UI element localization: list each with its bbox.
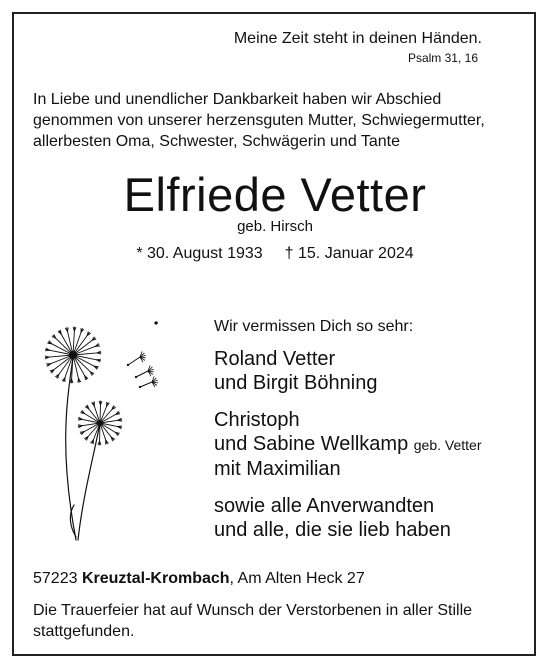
mourner-line [214, 432, 481, 457]
mourner-group [214, 494, 451, 542]
mourner-line: und Birgit Böhning [214, 372, 378, 394]
mourner-line: Roland Vetter [214, 348, 336, 370]
birth-date: * 30. August 1933 [136, 245, 263, 262]
funeral-note [33, 600, 523, 642]
deceased-name: Elfriede Vetter [123, 168, 427, 221]
mourner-birth-note: geb. Vetter [413, 437, 482, 453]
intro-line: genommen von unserer herzensguten Mutter, Schwiegermutter, [33, 112, 485, 129]
mourners-heading: Wir vermissen Dich so sehr: [214, 318, 414, 335]
mourner-line: mit Maximilian [214, 458, 341, 480]
motto-text: Meine Zeit steht in deinen Händen. [233, 30, 482, 47]
mourner-line: und alle, die sie lieb haben [214, 519, 451, 541]
mourner-group [214, 347, 377, 395]
address-street: , Am Alten Heck 27 [229, 570, 365, 587]
mourner-group [214, 408, 481, 481]
intro-text [33, 89, 523, 152]
motto-source: Psalm 31, 16 [407, 51, 478, 65]
mourner-line: Christoph [214, 409, 300, 431]
birth-name: geb. Hirsch [237, 218, 313, 235]
address-postcode: 57223 [33, 570, 78, 587]
funeral-line: Die Trauerfeier hat auf Wunsch der Verstorbenen in aller Stille [33, 602, 473, 619]
mourner-line: sowie alle Anverwandten [214, 495, 435, 517]
death-date: † 15. Januar 2024 [284, 245, 414, 262]
mourner-name: und Sabine Wellkamp [214, 433, 409, 455]
address-town: Kreuztal-Krombach [81, 570, 230, 587]
intro-line: allerbesten Oma, Schwester, Schwägerin und Tante [33, 133, 401, 150]
dandelion-illustration [28, 305, 158, 545]
funeral-line: stattgefunden. [33, 623, 135, 640]
life-dates [0, 245, 550, 263]
intro-line: In Liebe und unendlicher Dankbarkeit haben wir Abschied [33, 91, 442, 108]
address [33, 570, 365, 588]
